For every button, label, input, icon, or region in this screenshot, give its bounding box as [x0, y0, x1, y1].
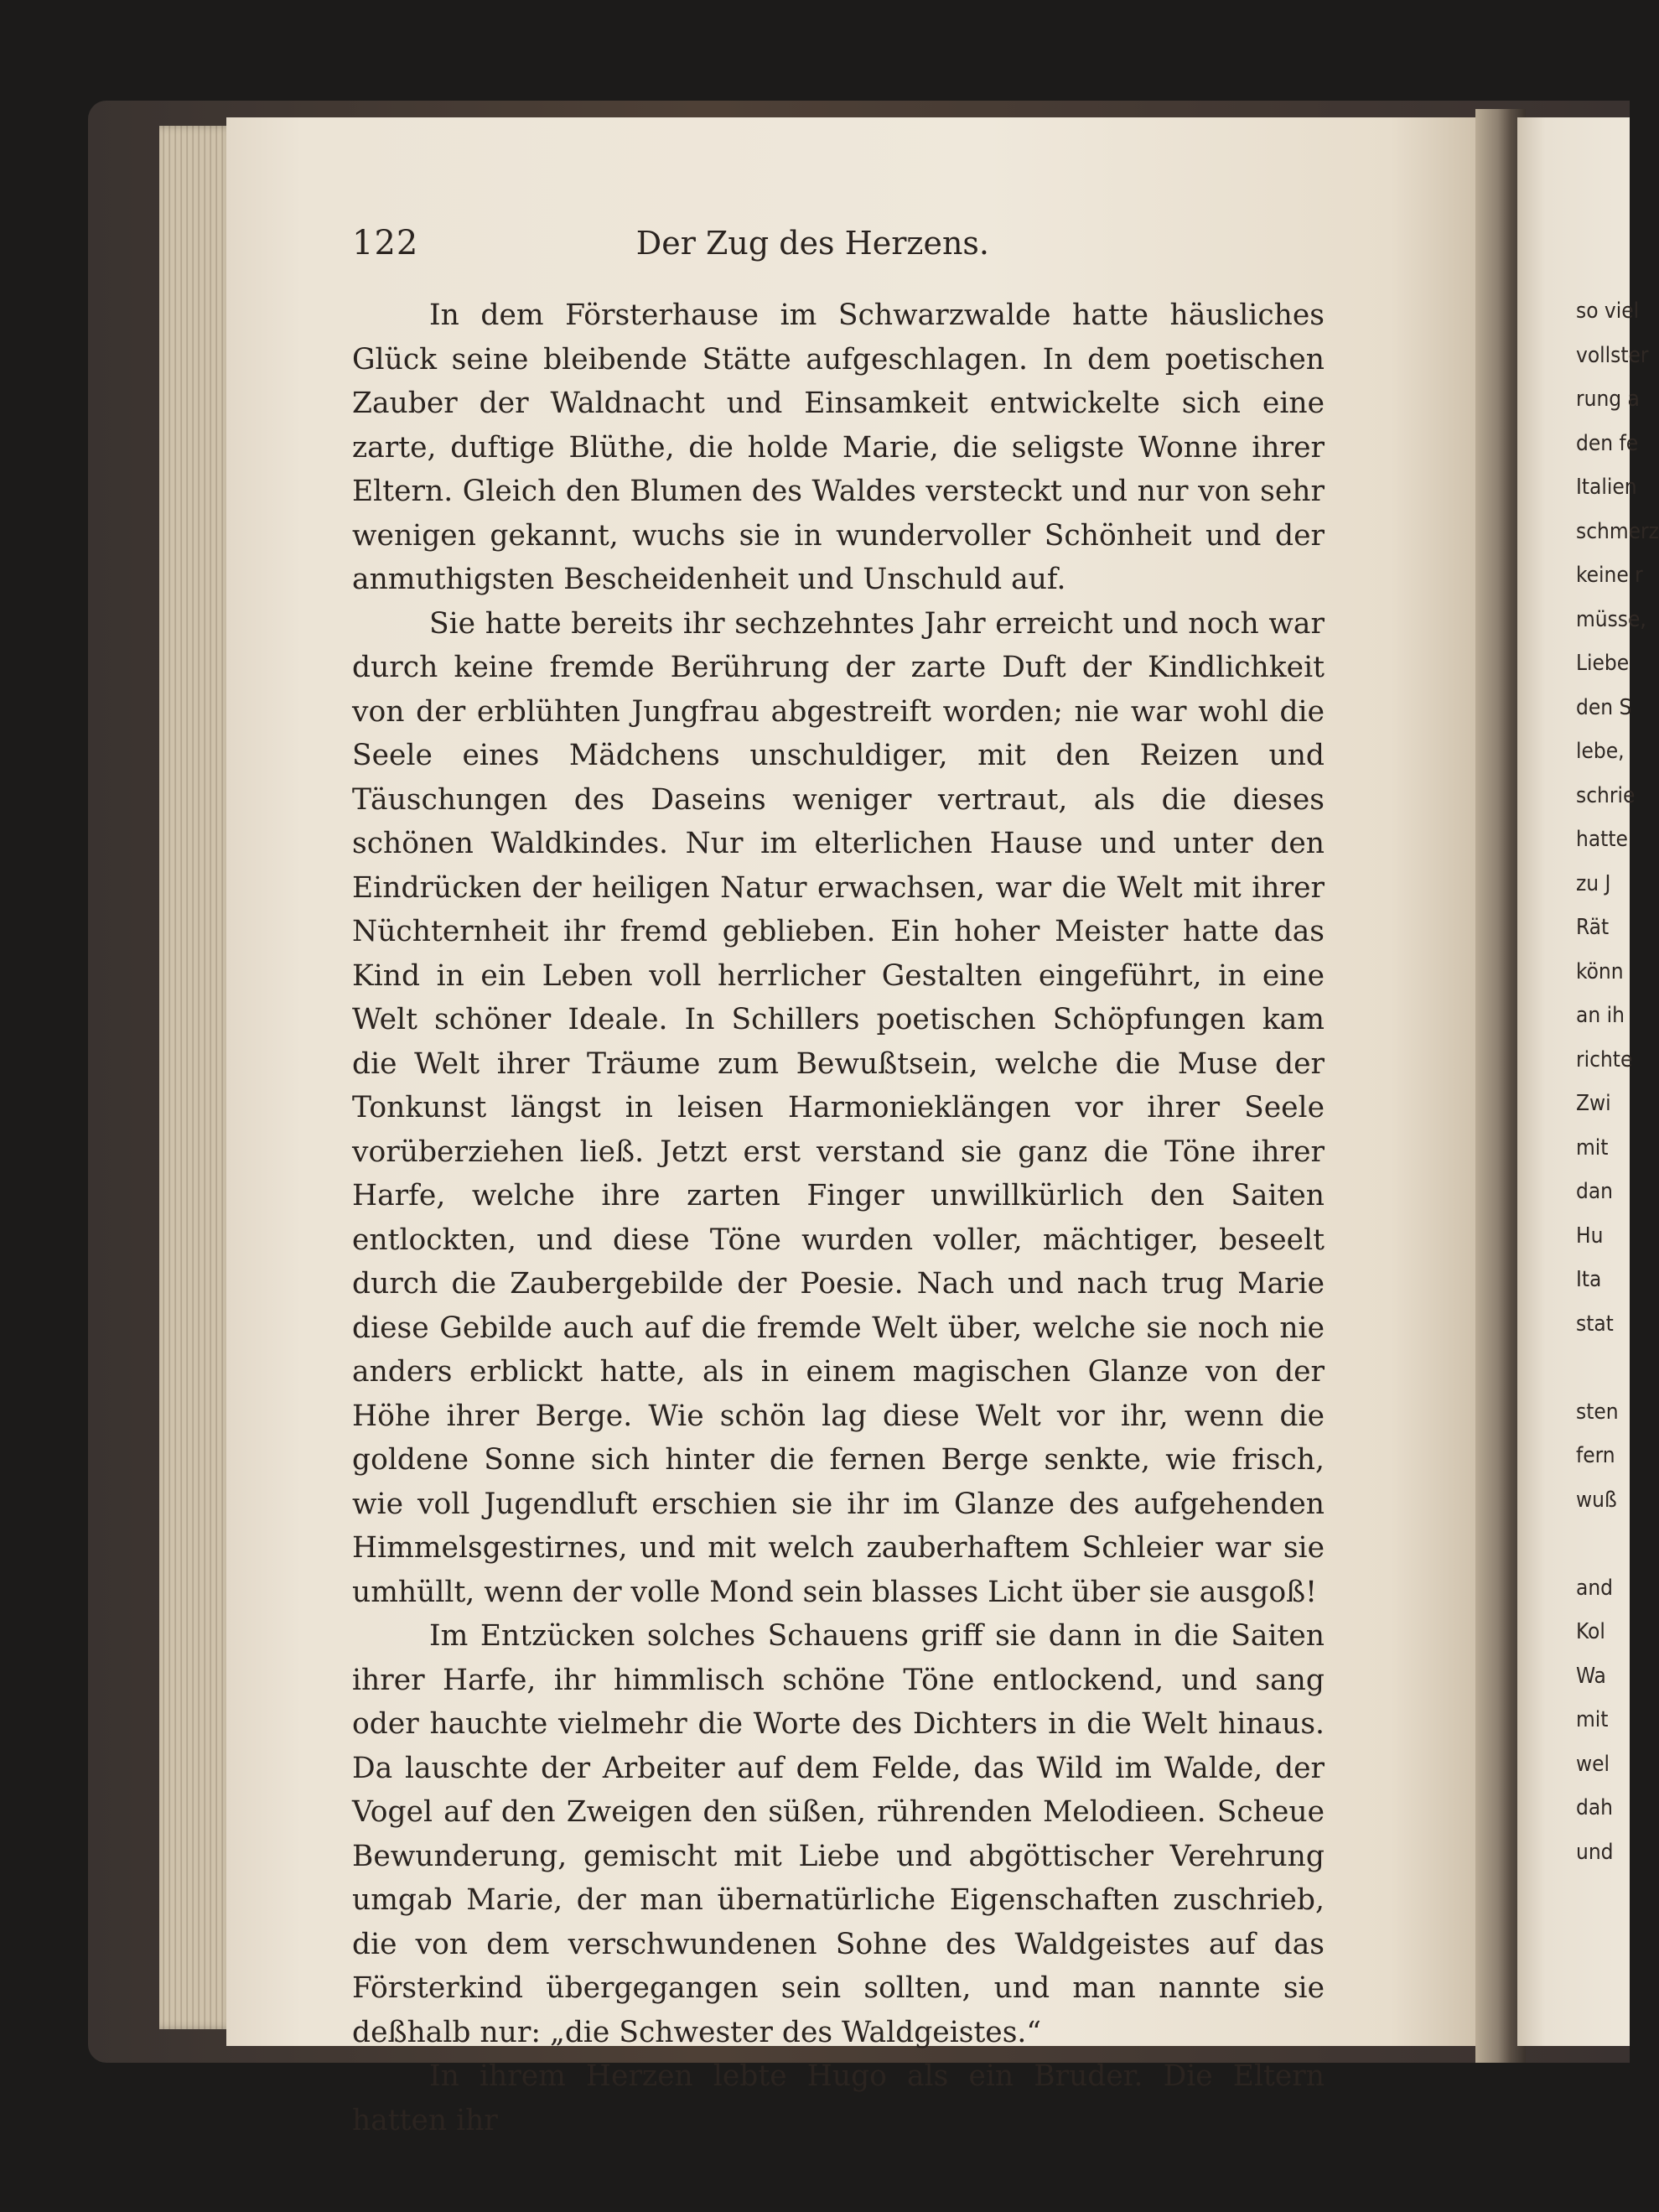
facing-page-line: müsse, — [1576, 606, 1646, 632]
facing-page-line: mit — [1576, 1135, 1609, 1161]
facing-page-line: schmerz — [1576, 518, 1659, 544]
facing-page-line: lebe, — [1576, 739, 1625, 764]
facing-page-line: so viel — [1576, 299, 1640, 324]
facing-page-text — [1576, 289, 1659, 1874]
running-title: Der Zug des Herzens. — [635, 225, 989, 262]
facing-page-line: Zwi — [1576, 1091, 1611, 1116]
facing-page-line: keine r — [1576, 563, 1643, 588]
facing-page-line: mit — [1576, 1707, 1609, 1732]
facing-page-line: an ih — [1576, 1003, 1625, 1028]
facing-page-line: fern — [1576, 1443, 1615, 1468]
facing-page-line: Italien — [1576, 475, 1637, 500]
facing-page-line: sten — [1576, 1399, 1619, 1425]
facing-page-line: vollster — [1576, 342, 1649, 368]
facing-page-line: dan — [1576, 1179, 1614, 1204]
facing-page-line: Ita — [1576, 1267, 1602, 1292]
page-edges — [159, 126, 235, 2029]
facing-page-line — [1576, 1522, 1630, 1566]
facing-page-line: hatte — [1576, 827, 1628, 852]
facing-page-line: Liebe — [1576, 651, 1630, 676]
facing-page-line: und — [1576, 1839, 1614, 1865]
paragraph: Sie hatte bereits ihr sechzehntes Jahr erreicht und noch war durch keine fremde Berührung der zarte Duft der Kindlichkeit von der erblühten Jungfrau abgestreift worden; nie war wohl die Seele eines Mädchens unschuldiger, mit den Reizen und Täuschungen des Daseins weniger vertraut, als die dieses schönen Waldkindes. Nur im elterlichen Hause und unter den Eindrücken der heiligen Natur erwachsen, war die Welt mit ihrer Nüchternheit ihr fremd geblieben. Ein hoher Meister hatte das Kind in ein Leben voll herrlicher Gestalten eingeführt, in eine Welt schöner Ideale. In Schillers poetischen Schöpfungen kam die Welt ihrer Träume zum Bewußtsein, welche die Muse der Tonkunst längst in leisen Harmonieklängen vor ihrer Seele vorüberziehen ließ. Jetzt erst verstand sie ganz die Töne ihrer Harfe, welche ihre zarten Finger unwillkürlich den Saiten entlockten, und diese Töne wurden voller, mächtiger, beseelt durch die Zaubergebilde der Poesie. Nach und nach trug Marie diese Gebilde auch auf die fremde Welt über, welche sie noch nie anders erblickt hatte, als in einem magischen Glanze von der Höhe ihrer Berge. Wie schön lag diese Welt vor ihr, wenn die goldene Sonne sich hinter die fernen Berge senkte, wie frisch, wie voll Jugendluft erschien sie ihr im Glanze des aufgehenden Himmelsgestirnes, und mit welch zauberhaftem Schleier war sie umhüllt, wenn der volle Mond sein blasses Licht über sie ausgoß! — [352, 606, 1325, 1609]
facing-page-line: Kol — [1576, 1619, 1605, 1644]
facing-page-line: den S — [1576, 694, 1632, 720]
facing-page-line: and — [1576, 1575, 1614, 1601]
facing-page-line — [1576, 1346, 1630, 1390]
paragraph: In ihrem Herzen lebte Hugo als ein Bruder. Die Eltern hatten ihr — [352, 2059, 1325, 2137]
facing-page-line: wuß — [1576, 1487, 1617, 1513]
facing-page-line: richte — [1576, 1046, 1633, 1072]
facing-page-line: Rät — [1576, 915, 1610, 940]
page-number: 122 — [352, 224, 419, 262]
facing-page-line: schrie — [1576, 782, 1636, 808]
facing-page-line: stat — [1576, 1311, 1614, 1337]
facing-page-line: den fe — [1576, 430, 1639, 456]
paragraph: Im Entzücken solches Schauens griff sie dann in die Saiten ihrer Harfe, ihr himmlisch schöne Töne entlockend, und sang oder hauchte vielmehr die Worte des Dichters in die Welt hinaus. Da lauschte der Arbeiter auf dem Felde, das Wild im Walde, der Vogel auf den Zweigen den süßen, rührenden Melodieen. Scheue Bewunderung, gemischt mit Liebe und abgöttischer Verehrung umgab Marie, der man übernatürliche Eigenschaften zuschrieb, die von dem verschwundenen Sohne des Waldgeistes auf das Försterkind übergegangen sein sollten, und man nannte sie deßhalb nur: „die Schwester des Waldgeistes.“ — [352, 1619, 1325, 2049]
facing-page-line: könn — [1576, 958, 1624, 984]
paragraph: In dem Försterhause im Schwarzwalde hatte häusliches Glück seine bleibende Stätte aufgeschlagen. In dem poetischen Zauber der Waldnacht und Einsamkeit entwickelte sich eine zarte, duftige Blüthe, die holde Marie, die seligste Wonne ihrer Eltern. Gleich den Blumen des Waldes versteckt und nur von sehr wenigen gekannt, wuchs sie in wundervoller Schönheit und der anmuthigsten Bescheidenheit und Unschuld auf. — [352, 299, 1325, 596]
facing-page-line: Wa — [1576, 1663, 1606, 1689]
facing-page-line: rung a — [1576, 387, 1640, 412]
facing-page-line: zu J — [1576, 870, 1611, 896]
facing-page-line: wel — [1576, 1751, 1610, 1777]
facing-page-line: Hu — [1576, 1223, 1604, 1249]
running-head — [352, 220, 989, 267]
facing-page-line: dah — [1576, 1795, 1614, 1820]
body-text — [352, 293, 1325, 2142]
